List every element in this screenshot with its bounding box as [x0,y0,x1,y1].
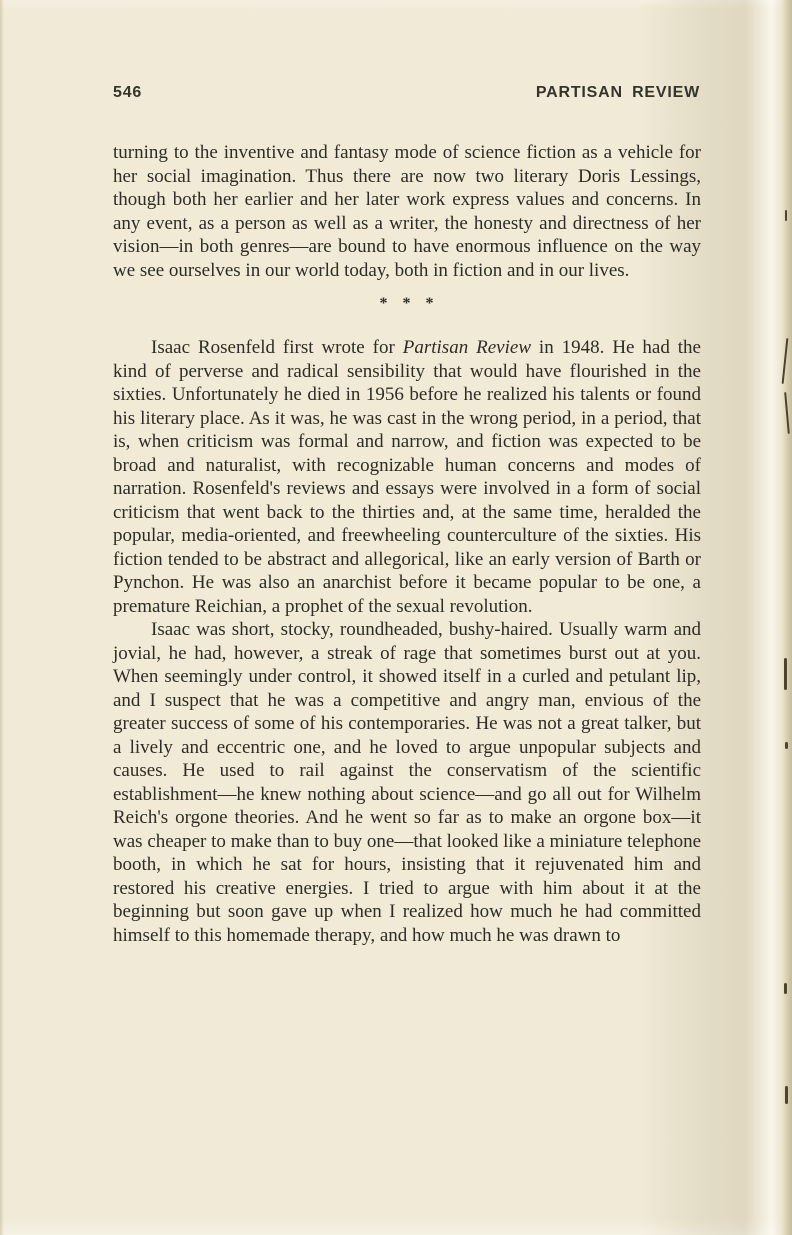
journal-name-italic: Partisan Review [402,337,531,358]
scan-artifact-mark [784,658,787,690]
scan-artifact-mark [784,392,790,434]
paragraph-rosenfeld-text: Isaac Rosenfeld first wrote for [151,337,403,358]
scan-artifact-mark [784,983,787,994]
paragraph-rosenfeld-text-continued: in 1948. He had the kind of perverse and radical sensibility that would have flourished in the sixties. Unfortunately he died in 1956 before he realized his talents or found his literary place. As it was, he was cast in the wrong period, in a period, that is, when criticism was formal and narrow, and fiction was expected to be broad and naturalist, with recognizable human concerns and modes of narration. Rosenfeld's reviews and essays were involved in a form of social criticism that went back to the thirties and, at the same time, heralded the popular, media-oriented, and freewheeling counterculture of the sixties. His fiction tended to be abstract and allegorical, like an early version of Barth or Pynchon. He was also an anarchist before it became popular to be one, a premature Reichian, a prophet of the sexual revolution. [113,337,701,617]
scan-artifact-mark [785,1086,788,1104]
scan-artifact-mark [782,338,789,384]
scan-artifact-mark [785,742,788,749]
section-separator-asterisks: * * * [379,295,435,312]
journal-title: PARTISAN REVIEW [535,84,700,101]
paragraph-isaac-description: Isaac was short, stocky, roundheaded, bushy-haired. Usually warm and jovial, he had, however, a streak of rage that sometimes burst out at you. When seemingly under control, it showed itself in a curled and petulant lip, and I suspect that he was a competitive and angry man, envious of the greater success of some of his contemporaries. He was not a great talker, but a lively and eccentric one, and he loved to argue unpopular subjects and causes. He used to rail against the conservatism of the scientific establishment—he knew nothing about science—and go all out for Wilhelm Reich's orgone theories. And he went so far as to make an orgone box—it was cheaper to make than to buy one—that looked like a miniature telephone booth, in which he sat for hours, insisting that it rejuvenated him and restored his creative energies. I tried to argue with him about it at the beginning but soon gave up when I realized how much he had committed himself to this homemade therapy, and how much he was drawn to [113,619,701,946]
page-header [113,84,700,102]
paragraph-lessing: turning to the inventive and fantasy mode of science fiction as a vehicle for her social imagination. Thus there are now two literary Doris Lessings, though both her earlier and her later work express values and concerns. In any event, as a person as well as a writer, the honesty and directness of her vision—in both genres—are bound to have enormous influence on the way we see ourselves in our world today, both in fiction and in our lives. [113,142,701,281]
scan-artifact-mark [785,210,787,221]
body-text [113,141,701,947]
paragraph-rosenfeld [113,336,701,618]
page-number: 546 [113,84,143,101]
